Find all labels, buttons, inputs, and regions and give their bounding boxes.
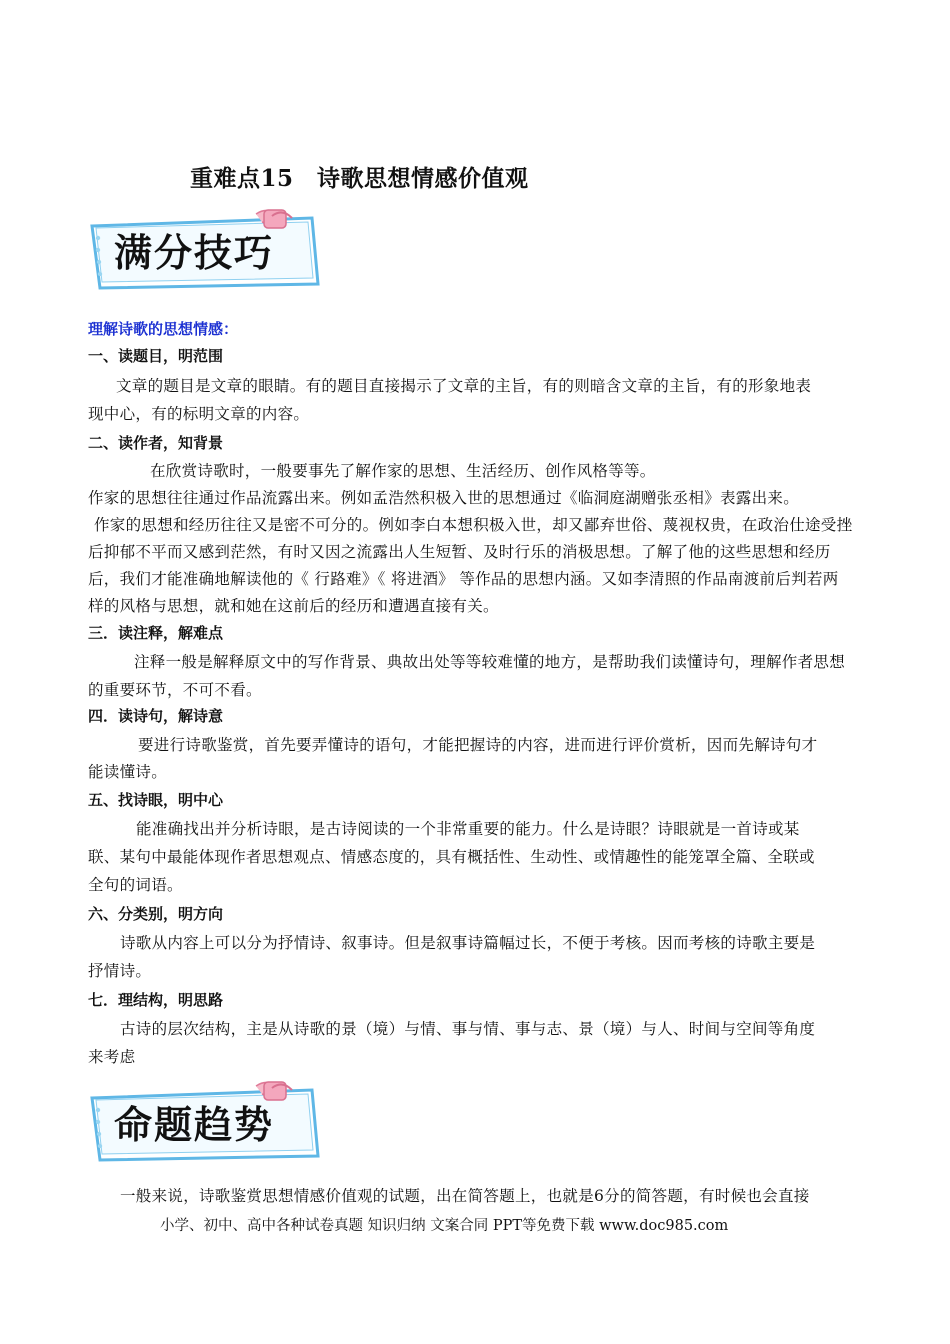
paragraph-line: 后抑郁不平而又感到茫然，有时又因之流露出人生短暂、及时行乐的消极思想。了解了他的这些思想和经历 (88, 543, 831, 561)
section-heading: 二、读作者，知背景 (88, 434, 224, 452)
banner-label: 命题趋势 (114, 1102, 275, 1147)
section-heading: 五、找诗眼，明中心 (88, 791, 224, 809)
paragraph-line: 来考虑 (88, 1048, 136, 1066)
page-footer: 小学、初中、高中各种试卷真题 知识归纳 文案合同 PPT等免费下载 www.doc985.com (160, 1218, 729, 1234)
paragraph-line: 古诗的层次结构，主是从诗歌的景（境）与情、事与情、事与志、景（境）与人、时间与空间等角度 (120, 1020, 816, 1038)
paragraph-line: 作家的思想和经历往往又是密不可分的。例如李白本想积极入世，却又鄙弃世俗、蔑视权贵，在政治仕途受挫 (94, 516, 853, 534)
paragraph-line: 要进行诗歌鉴赏，首先要弄懂诗的语句，才能把握诗的内容，进而进行评价赏析，因而先解诗句才 (138, 736, 818, 754)
paragraph-line: 文章的题目是文章的眼睛。有的题目直接揭示了文章的主旨，有的则暗含文章的主旨，有的形象地表 (116, 377, 812, 395)
section-subtitle: 理解诗歌的思想情感： (88, 320, 239, 338)
paragraph-line: 在欣赏诗歌时，一般要事先了解作家的思想、生活经历、创作风格等等。 (150, 462, 656, 480)
section-heading: 一、读题目，明范围 (88, 347, 224, 365)
paragraph-line: 抒情诗。 (88, 962, 152, 980)
paragraph-line: 样的风格与思想，就和她在这前后的经历和遭遇直接有关。 (88, 597, 499, 615)
section-heading: 四．读诗句，解诗意 (88, 707, 224, 725)
banner-label: 满分技巧 (114, 230, 275, 275)
banner-trend (86, 1080, 326, 1160)
trend-paragraph: 一般来说，诗歌鉴赏思想情感价值观的试题，出在简答题上，也就是6分的简答题，有时候也会直接 (120, 1187, 810, 1205)
paragraph-line: 全句的词语。 (88, 876, 183, 894)
banner-full-score-tips (86, 208, 326, 288)
paragraph-line: 能准确找出并分析诗眼，是古诗阅读的一个非常重要的能力。什么是诗眼？诗眼就是一首诗或某 (136, 820, 800, 838)
paragraph-line: 作家的思想往往通过作品流露出来。例如孟浩然积极入世的思想通过《临洞庭湖赠张丞相》表露出来。 (88, 489, 800, 507)
section-heading: 七．理结构，明思路 (88, 991, 224, 1009)
paragraph-line: 注释一般是解释原文中的写作背景、典故出处等等较难懂的地方，是帮助我们读懂诗句，理解作者思想 (134, 653, 846, 671)
section-heading: 六、分类别，明方向 (88, 905, 224, 923)
page-title: 重难点15 诗歌思想情感价值观 (190, 165, 529, 192)
paragraph-line: 联、某句中最能体现作者思想观点、情感态度的，具有概括性、生动性、或情趣性的能笼罩全篇、全联或 (88, 848, 815, 866)
paragraph-line: 诗歌从内容上可以分为抒情诗、叙事诗。但是叙事诗篇幅过长，不便于考核。因而考核的诗歌主要是 (120, 934, 816, 952)
paragraph-line: 能读懂诗。 (88, 763, 168, 781)
section-heading: 三．读注释，解难点 (88, 624, 224, 642)
paragraph-line: 现中心，有的标明文章的内容。 (88, 405, 310, 423)
paragraph-line: 的重要环节，不可不看。 (88, 681, 262, 699)
paragraph-line: 后，我们才能准确地解读他的《 行路难》《 将进酒》 等作品的思想内涵。又如李清照的作品南渡前后判若两 (88, 570, 839, 588)
